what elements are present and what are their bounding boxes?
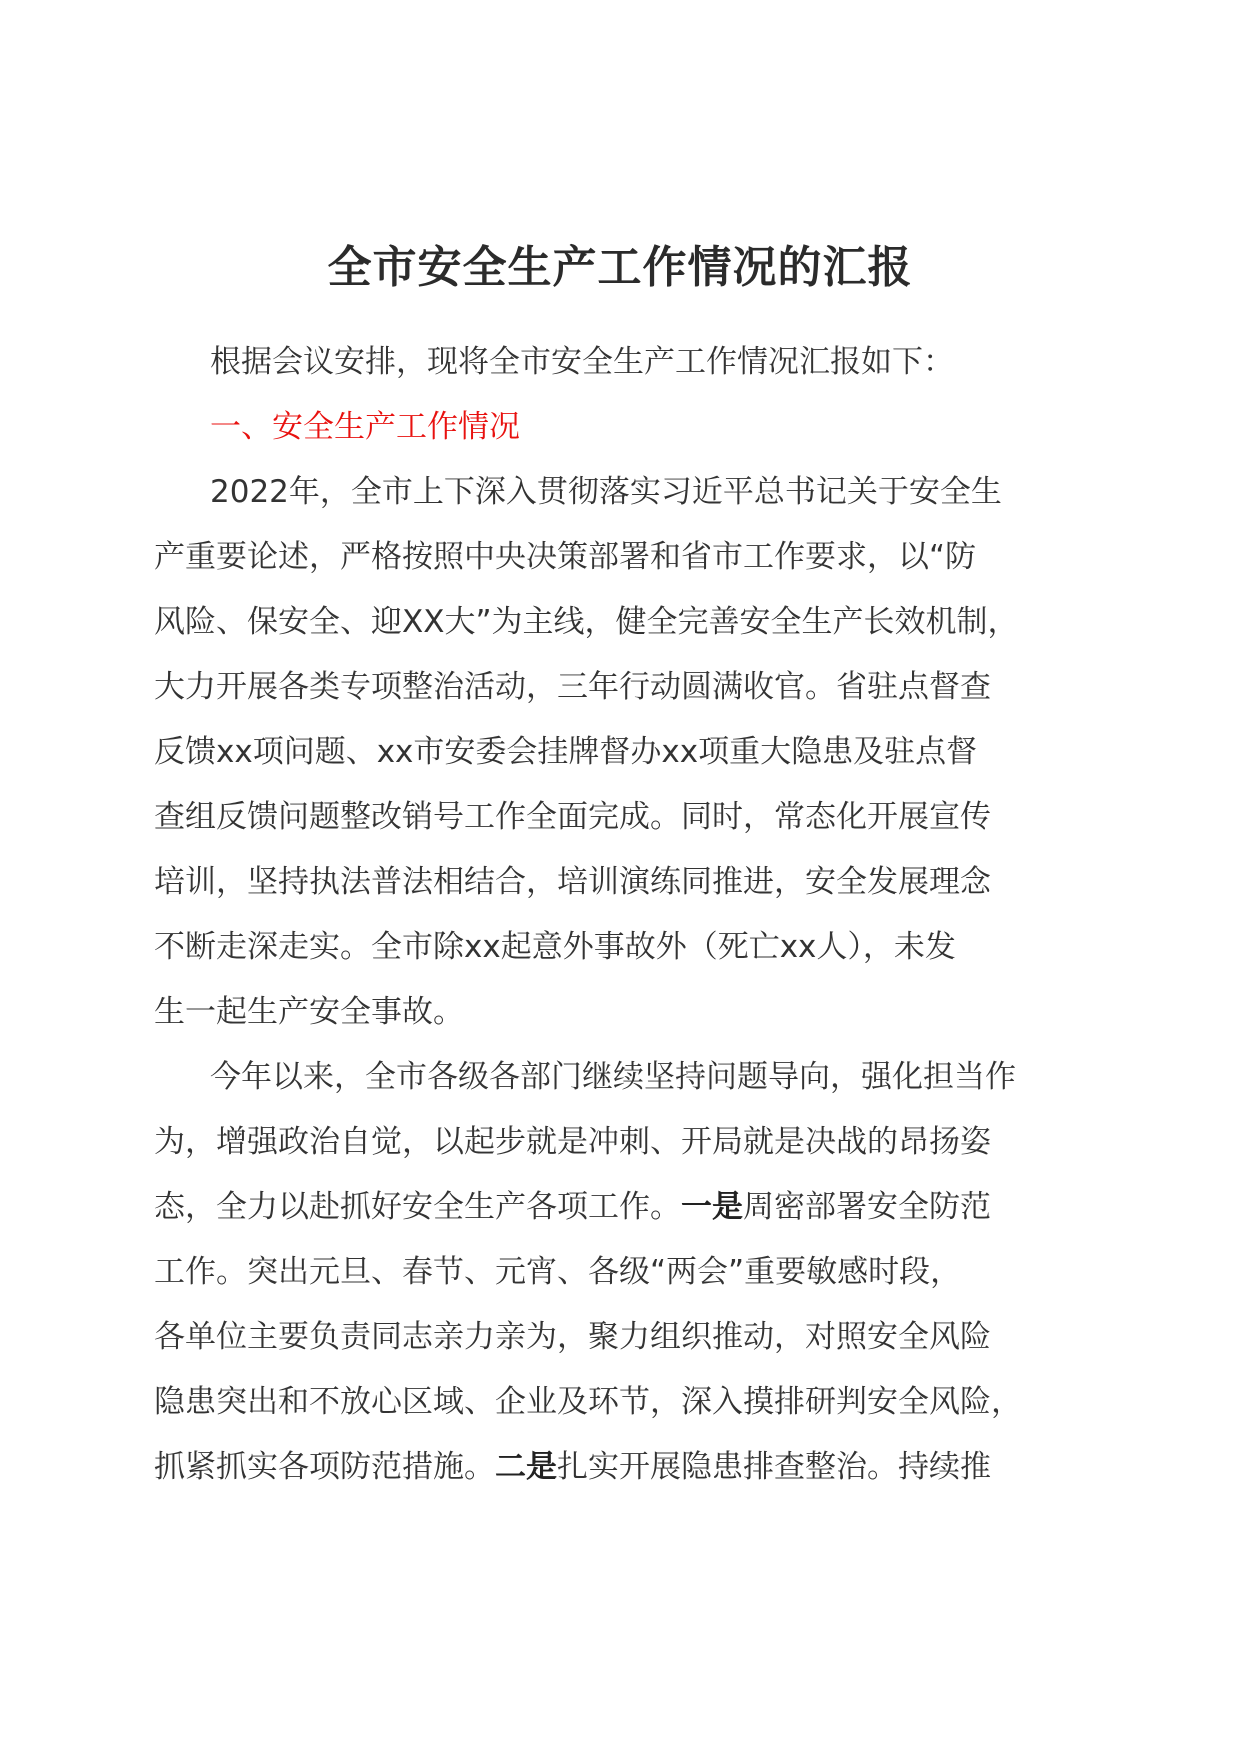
document-title: 全市安全生产工作情况的汇报 [327,242,913,293]
bold-marker: 二是 [495,1449,557,1485]
paragraph-line: 生一起生产安全事故。 [154,994,464,1030]
text-run: 态，全力以赴抓好安全生产各项工作。 [154,1189,681,1225]
document-body [154,330,1094,1500]
intro-paragraph: 根据会议安排，现将全市安全生产工作情况汇报如下： [210,344,954,380]
paragraph-line: 今年以来，全市各级各部门继续坚持问题导向，强化担当作 [210,1059,1016,1095]
bold-marker: 一是 [681,1189,743,1225]
paragraph-line: 为，增强政治自觉，以起步就是冲刺、开局就是决战的昂扬姿 [154,1124,991,1160]
paragraph-line: 大力开展各类专项整治活动，三年行动圆满收官。省驻点督查 [154,669,991,705]
paragraph-line: 风险、保安全、迎XX大”为主线，健全完善安全生产长效机制， [154,604,1019,640]
text-run: 抓紧抓实各项防范措施。 [154,1449,495,1485]
paragraph-line: 查组反馈问题整改销号工作全面完成。同时，常态化开展宣传 [154,799,991,835]
paragraph-line: 各单位主要负责同志亲力亲为，聚力组织推动，对照安全风险 [154,1319,991,1355]
text-run: 扎实开展隐患排查整治。持续推 [557,1449,991,1485]
paragraph-line: 隐患突出和不放心区域、企业及环节，深入摸排研判安全风险， [154,1384,1022,1420]
paragraph-line: 反馈xx项问题、xx市安委会挂牌督办xx项重大隐患及驻点督 [154,734,978,770]
paragraph-line: 不断走深走实。全市除xx起意外事故外（死亡xx人），未发 [154,929,956,965]
paragraph-line: 培训，坚持执法普法相结合，培训演练同推进，安全发展理念 [154,864,991,900]
paragraph-line-with-bold [154,1175,1094,1240]
text-run: 周密部署安全防范 [743,1189,991,1225]
paragraph-line-with-bold [154,1435,1094,1500]
paragraph-line: 产重要论述，严格按照中央决策部署和省市工作要求，以“防 [154,539,977,575]
paragraph-line: 工作。突出元旦、春节、元宵、各级“两会”重要敏感时段， [154,1254,962,1290]
section-heading: 一、安全生产工作情况 [210,409,520,445]
paragraph-line: 2022年，全市上下深入贯彻落实习近平总书记关于安全生 [210,474,1002,510]
